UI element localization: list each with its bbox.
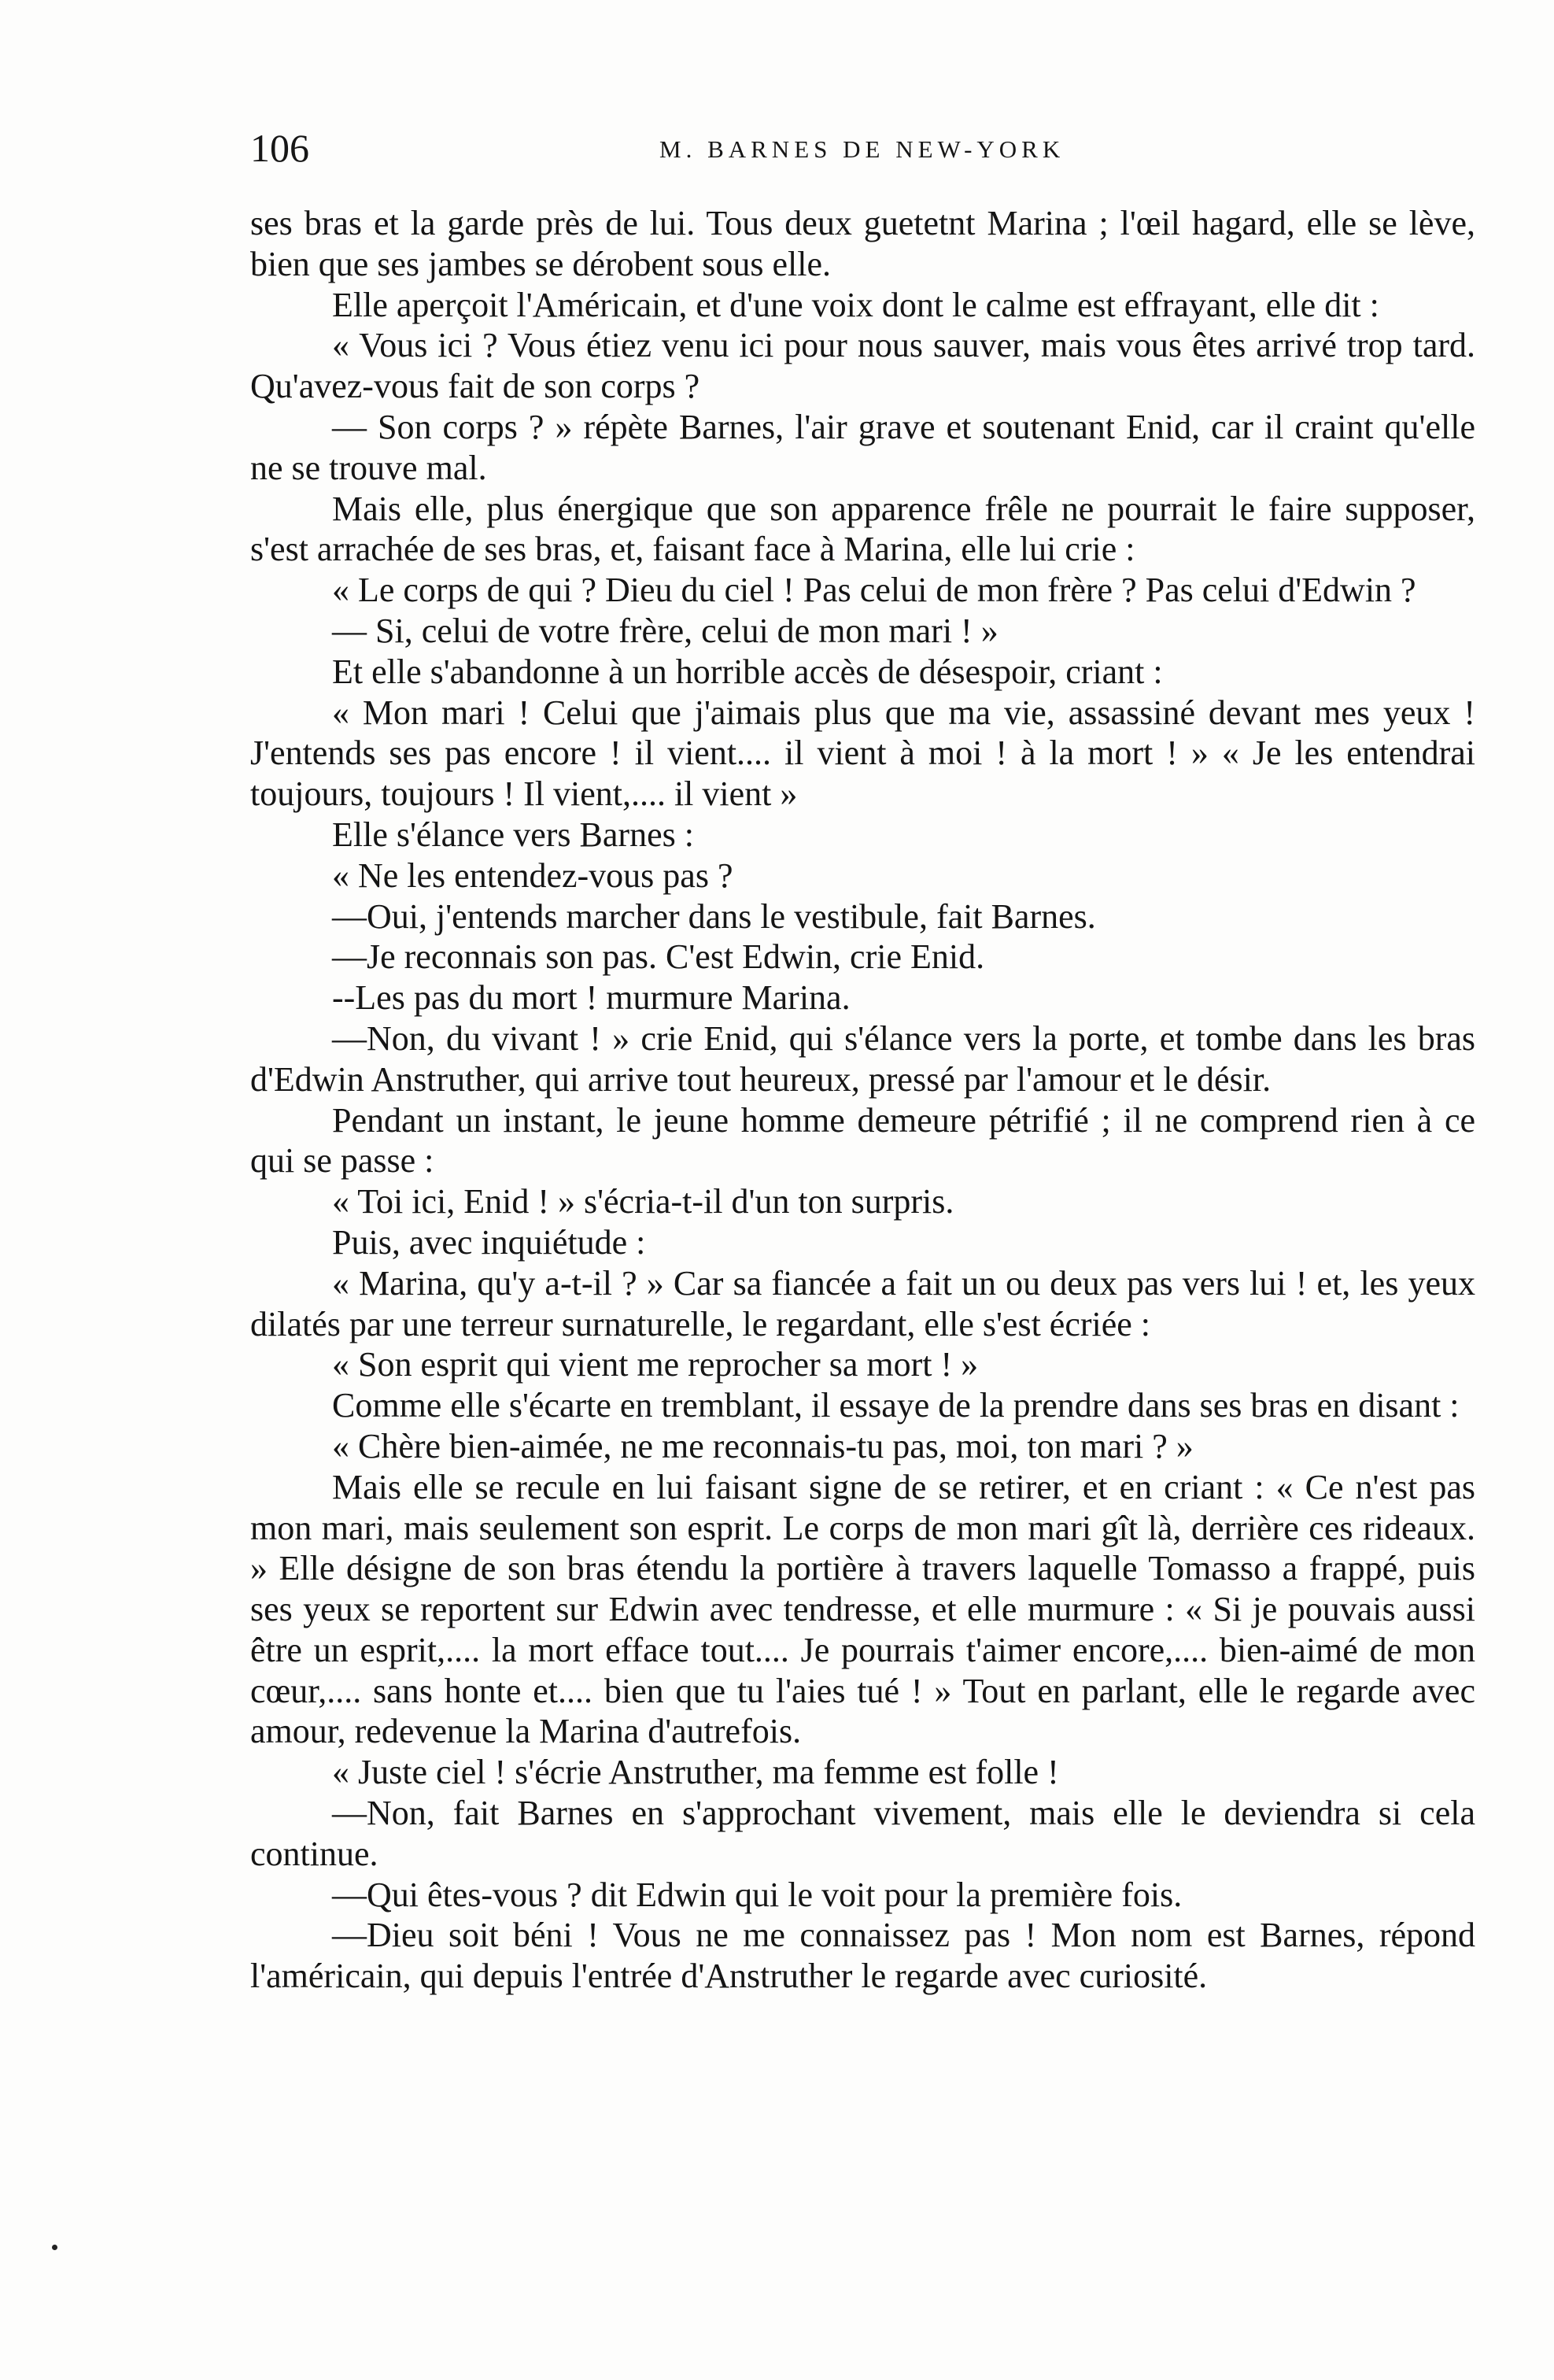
paragraph: « Vous ici ? Vous étiez venu ici pour nous sauver, mais vous êtes arrivé trop tard. Qu'avez-vous fait de son corps ? [250,326,1475,406]
body-text [250,203,1475,1997]
paragraph: —Oui, j'entends marcher dans le vestibule, fait Barnes. [332,896,1096,936]
paragraph: Elle aperçoit l'Américain, et d'une voix dont le calme est effrayant, elle dit : [332,285,1379,324]
paragraph: « Le corps de qui ? Dieu du ciel ! Pas celui de mon frère ? Pas celui d'Edwin ? [332,571,1416,610]
paragraph: Mais elle se recule en lui faisant signe de se retirer, et en criant : « Ce n'est pas mon mari, mais seulement son esprit. Le corps de mon mari gît là, derrière ces rideaux. » Elle désigne de son bras étendu la portière à travers laquelle Tomasso a frappé, puis ses yeux se reportent sur Edwin avec tendresse, et elle murmure : « Si je pouvais aussi être un esprit,.... la mort efface tout.... Je pourrais t'aimer encore,.... bien-aimé de mon cœur,.... sans honte et.... bien que tu l'aies tué ! » Tout en parlant, elle le regarde avec amour, redevenue la Marina d'autrefois. [250,1467,1475,1751]
paragraph: —Je reconnais son pas. C'est Edwin, crie Enid. [332,937,985,977]
paragraph: Comme elle s'écarte en tremblant, il essaye de la prendre dans ses bras en disant : [332,1386,1460,1425]
paragraph: Puis, avec inquiétude : [332,1222,646,1262]
running-head [250,116,1474,179]
paragraph: —Qui êtes-vous ? dit Edwin qui le voit pour la première fois. [332,1875,1183,1914]
paragraph: Mais elle, plus énergique que son apparence frêle ne pourrait le faire supposer, s'est arrachée de ses bras, et, faisant face à Marina, elle lui crie : [250,489,1475,569]
paragraph: « Mon mari ! Celui que j'aimais plus que ma vie, assassiné devant mes yeux ! J'entends ses pas encore ! il vient.... il vient à moi ! à la mort ! » « Je les entendrai toujours, toujours ! Il vient,.... il vient » [250,693,1475,814]
paragraph: —Non, fait Barnes en s'approchant vivement, mais elle le deviendra si cela continue. [250,1794,1475,1873]
paragraph: « Toi ici, Enid ! » s'écria-t-il d'un ton surpris. [332,1182,954,1221]
paragraph: « Chère bien-aimée, ne me reconnais-tu pas, moi, ton mari ? » [332,1426,1194,1465]
paragraph: —Dieu soit béni ! Vous ne me connaissez pas ! Mon nom est Barnes, répond l'américain, qui depuis l'entrée d'Anstruther le regarde avec curiosité. [250,1916,1475,1996]
paragraph: « Ne les entendez-vous pas ? [332,856,733,895]
paragraph: ses bras et la garde près de lui. Tous deux guetetnt Marina ; l'œil hagard, elle se lève, bien que ses jambes se dérobent sous elle. [250,204,1475,283]
paragraph: Elle s'élance vers Barnes : [332,815,694,854]
paragraph: —Non, du vivant ! » crie Enid, qui s'élance vers la porte, et tombe dans les bras d'Edwin Anstruther, qui arrive tout heureux, pressé par l'amour et le désir. [250,1018,1475,1099]
paragraph: « Juste ciel ! s'écrie Anstruther, ma femme est folle ! [332,1753,1059,1792]
paragraph: « Marina, qu'y a-t-il ? » Car sa fiancée a fait un ou deux pas vers lui ! et, les yeux dilatés par une terreur surnaturelle, le regardant, elle s'est écriée : [250,1263,1475,1343]
ink-speck [52,2245,57,2250]
book-title: M. BARNES DE NEW-YORK [659,135,1065,163]
paragraph: — Si, celui de votre frère, celui de mon mari ! » [332,611,998,650]
paragraph: — Son corps ? » répète Barnes, l'air grave et soutenant Enid, car il craint qu'elle ne se trouve mal. [250,407,1475,487]
paragraph: Pendant un instant, le jeune homme demeure pétrifié ; il ne comprend rien à ce qui se passe : [250,1100,1475,1181]
paragraph: --Les pas du mort ! murmure Marina. [332,978,851,1018]
paragraph: « Son esprit qui vient me reprocher sa mort ! » [332,1345,979,1384]
paragraph: Et elle s'abandonne à un horrible accès de désespoir, criant : [332,652,1163,691]
page-number: 106 [250,126,309,170]
